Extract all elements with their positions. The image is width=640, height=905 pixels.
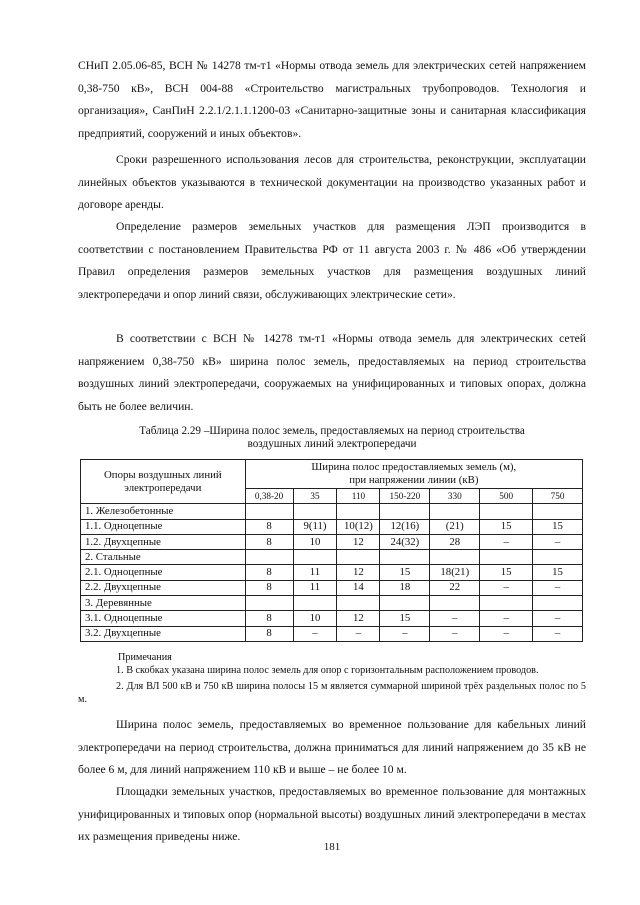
table-cell: – [480, 580, 533, 595]
row-label: 3.1. Одноцепные [81, 611, 246, 626]
table-header-row [81, 460, 583, 489]
table-cell: 28 [430, 534, 480, 549]
width-table-wrapper [80, 459, 588, 642]
table-cell [380, 504, 430, 519]
table-cell: 15 [480, 519, 533, 534]
table-cell: 12 [337, 534, 380, 549]
table-cell [337, 596, 380, 611]
table-cell [293, 504, 337, 519]
table-cell [480, 504, 533, 519]
row-label: 3. Деревянные [81, 596, 246, 611]
table-cell: (21) [430, 519, 480, 534]
table-cell [480, 550, 533, 565]
table-caption-line2: воздушных линий электропередачи [247, 438, 417, 450]
table-cell: 10(12) [337, 519, 380, 534]
row-label: 2. Стальные [81, 550, 246, 565]
table-cell: 11 [293, 580, 337, 595]
row-label: 2.1. Одноцепные [81, 565, 246, 580]
table-cell: 10 [293, 534, 337, 549]
table-cell: 8 [245, 519, 293, 534]
table-cell: – [533, 534, 583, 549]
table-row [81, 580, 583, 595]
voltage-header: 330 [430, 489, 480, 504]
page-number: 181 [323, 841, 341, 853]
table-row [81, 611, 583, 626]
table-cell: – [533, 611, 583, 626]
table-cell: 11 [293, 565, 337, 580]
table-cell: – [380, 626, 430, 641]
table-cell: 18 [380, 580, 430, 595]
table-cell [533, 550, 583, 565]
table-row [81, 534, 583, 549]
paragraph-land-size: Определение размеров земельных участков для размещения ЛЭП производится в соответствии с постановлением Правительства РФ от 11 августа 2003 г. № 486 «Об утверждении Правил определения размеров земельных участков для размещения воздушных линий электропередачи и опор линий связи, обслуживающих электрические сети». [78, 220, 586, 301]
table-cell: 15 [380, 611, 430, 626]
row-label: 1.2. Двухцепные [81, 534, 246, 549]
table-cell: 15 [533, 519, 583, 534]
table-cell: 12 [337, 565, 380, 580]
table-cell [380, 550, 430, 565]
table-row [81, 504, 583, 519]
paragraph-lease-terms: Сроки разрешенного использования лесов для строительства, реконструкции, эксплуатации линейных объектов указываются в технической документации на производство указанных работ и договоре аренды. [78, 153, 586, 212]
table-cell: 8 [245, 626, 293, 641]
table-cell: 18(21) [430, 565, 480, 580]
table-cell: 15 [480, 565, 533, 580]
table-cell [430, 596, 480, 611]
table-cell: – [430, 626, 480, 641]
col-header-supports: Опоры воздушных линий электропередачи [81, 460, 246, 504]
table-cell [380, 596, 430, 611]
table-cell [430, 550, 480, 565]
table-cell [293, 596, 337, 611]
table-cell [480, 596, 533, 611]
table-cell: – [480, 626, 533, 641]
table-cell: – [480, 611, 533, 626]
table-cell: – [430, 611, 480, 626]
table-cell [245, 504, 293, 519]
table-body [81, 504, 583, 642]
paragraph-support-sites: Площадки земельных участков, предоставляемых во временное пользование для монтажных унифицированных и типовых опор (нормальной высоты) воздушных линий электропередачи в местах их размещения приведены ниже. [78, 785, 586, 844]
table-cell: 9(11) [293, 519, 337, 534]
table-cell: 15 [380, 565, 430, 580]
table-cell: 12 [337, 611, 380, 626]
voltage-header: 35 [293, 489, 337, 504]
table-cell: – [480, 534, 533, 549]
col-header-width-group [245, 460, 582, 489]
voltage-header: 500 [480, 489, 533, 504]
group-header-line1: Ширина полос предоставляемых земель (м), [311, 461, 517, 473]
voltage-header: 150-220 [380, 489, 430, 504]
table-cell: 22 [430, 580, 480, 595]
row-label: 3.2. Двухцепные [81, 626, 246, 641]
table-cell: – [337, 626, 380, 641]
note-2: 2. Для ВЛ 500 кВ и 750 кВ ширина полосы 15 м является суммарной шириной трёх раздельных полос по 5 м. [78, 681, 586, 705]
table-cell [293, 550, 337, 565]
paragraph-cable-lines: Ширина полос земель, предоставляемых во временное пользование для кабельных линий электропередачи на период строительства, должна приниматься для линий напряжением до 35 кВ не более 6 м, для линий напряжением 110 кВ и выше – не более 10 м. [78, 718, 586, 777]
voltage-header: 110 [337, 489, 380, 504]
table-cell [533, 504, 583, 519]
note-1: 1. В скобках указана ширина полос земель для опор с горизонтальным расположением проводов. [116, 665, 539, 676]
row-label: 2.2. Двухцепные [81, 580, 246, 595]
table-cell [337, 550, 380, 565]
table-cell: 8 [245, 534, 293, 549]
table-cell [337, 504, 380, 519]
table-caption [78, 425, 586, 451]
row-label: 1.1. Одноцепные [81, 519, 246, 534]
table-row [81, 565, 583, 580]
table-cell: 12(16) [380, 519, 430, 534]
table-row [81, 519, 583, 534]
table-cell: 15 [533, 565, 583, 580]
table-cell [245, 596, 293, 611]
table-cell: 14 [337, 580, 380, 595]
notes-heading: Примечания [118, 652, 172, 663]
voltage-header: 750 [533, 489, 583, 504]
row-label: 1. Железобетонные [81, 504, 246, 519]
table-cell: 8 [245, 580, 293, 595]
table-cell: 24(32) [380, 534, 430, 549]
voltage-header: 0,38-20 [245, 489, 293, 504]
table-cell: 8 [245, 611, 293, 626]
width-table [80, 459, 583, 642]
table-cell [533, 596, 583, 611]
group-header-line2: при напряжении линии (кВ) [349, 474, 479, 486]
table-row [81, 550, 583, 565]
table-cell: – [533, 626, 583, 641]
table-cell: 8 [245, 565, 293, 580]
table-cell [245, 550, 293, 565]
paragraph-norms: СНиП 2.05.06-85, ВСН № 14278 тм-т1 «Нормы отвода земель для электрических сетей напряжением 0,38-750 кВ», ВСН 004-88 «Строительство магистральных трубопроводов. Технология и организация», СанПиН 2.2.1/2.1.1.1200-03 «Санитарно-защитные зоны и санитарная классификация предприятий, сооружений и иных объектов». [78, 59, 586, 140]
table-cell [430, 504, 480, 519]
table-row [81, 626, 583, 641]
paragraph-vsn-width: В соответствии с ВСН № 14278 тм-т1 «Нормы отвода земель для электрических сетей напряжением 0,38-750 кВ» ширина полос земель, предоставляемых на период строительства воздушных линий электропередачи, сооружаемых на унифицированных и типовых опорах, должна быть не более величин. [78, 332, 586, 413]
table-cell: – [293, 626, 337, 641]
table-caption-line1: Таблица 2.29 –Ширина полос земель, предоставляемых на период строительства [139, 425, 525, 437]
table-cell: – [533, 580, 583, 595]
table-cell: 10 [293, 611, 337, 626]
notes-block [78, 651, 586, 706]
table-row [81, 596, 583, 611]
